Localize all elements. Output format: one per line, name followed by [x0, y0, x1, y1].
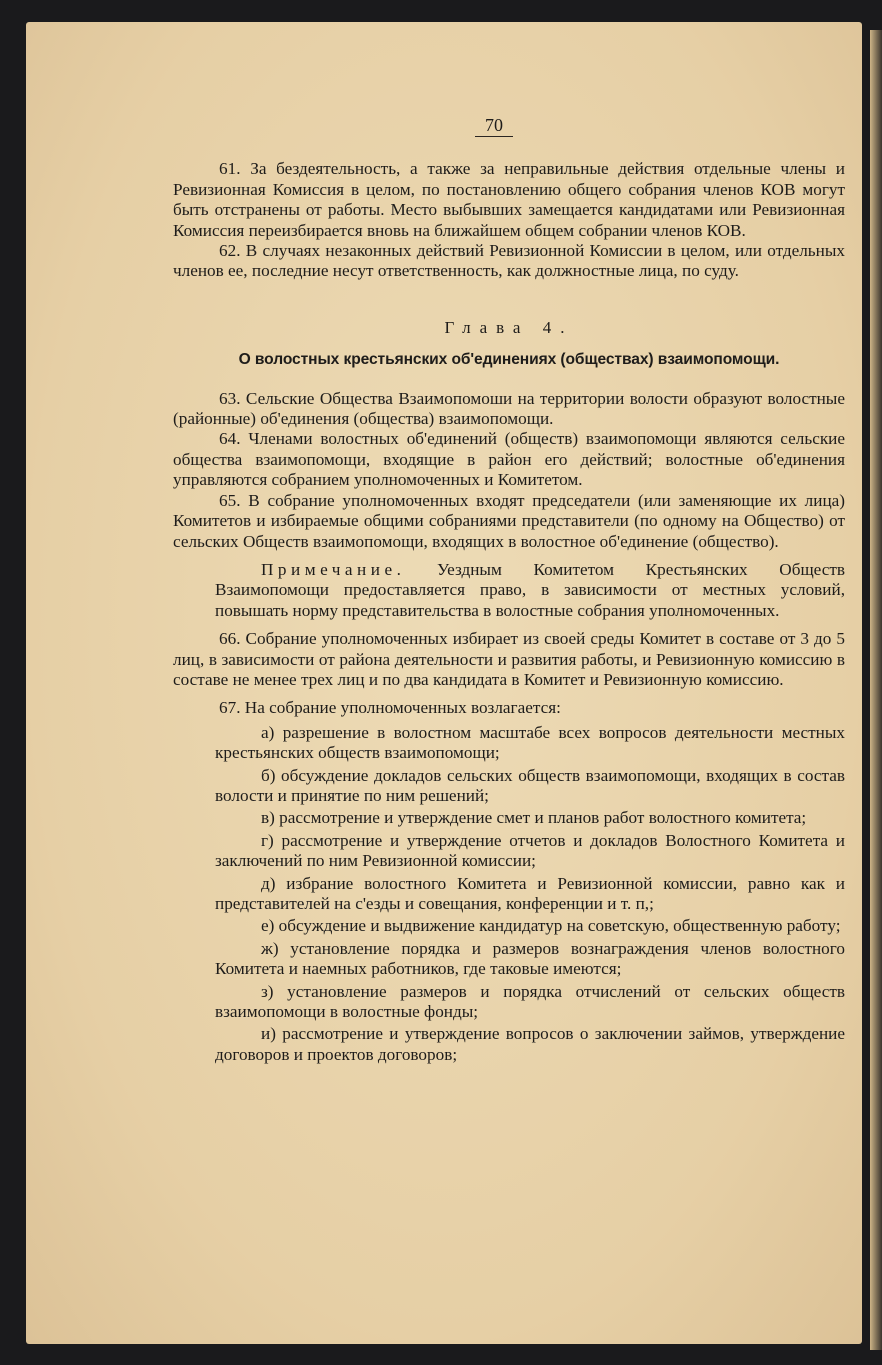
list-item-a: а) разрешение в волостном масштабе всех вопросов деятельности местных крестьянских обществ взаимопомощи; — [215, 722, 845, 763]
note-label: Примечание. — [261, 559, 406, 579]
chapter-label: Глава 4. — [444, 317, 574, 337]
note-text: Уездным Комитетом Крестьянских Обществ Взаимопомощи предоставляется право, в зависимости от местных условий, повышать норму представительства в волостные собрания уполномоченных. — [215, 559, 845, 620]
paragraph-61: 61. За бездеятельность, а также за неправильные действия отдельные члены и Ревизионная Комиссия в целом, по постановлению общего собрания членов КОВ могут быть отстранены от работы. Место выбывших замещается кандидатами или Ревизионная Комиссия переизбирается вновь на ближайшем общем собрании членов КОВ. — [173, 159, 845, 240]
note — [215, 560, 845, 621]
list-item-b: б) обсуждение докладов сельских обществ взаимопомощи, входящих в состав волости и принятие по ним решений; — [215, 765, 845, 805]
paragraph-63: 63. Сельские Общества Взаимопомоши на территории волости образуют волостные (районные) об'единения (общества) взаимопомощи. — [173, 388, 845, 429]
paragraph-67: 67. На собрание уполномоченных возлагается: — [219, 698, 561, 718]
page-edge — [870, 30, 882, 1350]
paragraph-66: 66. Собрание уполномоченных избирает из своей среды Комитет в составе от 3 до 5 лиц, в зависимости от района деятельности и развития работы, и Ревизионную комиссию в составе не менее трех лиц и по два кандидата в Комитет и Ревизионную комиссию. — [173, 629, 845, 689]
page-text — [173, 115, 845, 1067]
list-item-e: е) обсуждение и выдвижение кандидатур на советскую, общественную работу; — [261, 916, 841, 936]
paragraph-62: 62. В случаях незаконных действий Ревизионной Комиссии в целом, или отдельных членов ее, последние несут ответственность, как должностные лица, по суду. — [173, 241, 845, 281]
page-number: 70 — [158, 115, 830, 137]
paragraph-64: 64. Членами волостных об'единений (обществ) взаимопомощи являются сельские общества взаимопомощи, входящие в район его действий; волостные об'единения управляются собранием уполномоченных и Комитетом. — [173, 429, 845, 490]
chapter-title: О волостных крестьянских об'единениях (обществах) взаимопомощи. — [238, 351, 780, 369]
list-item-i: и) рассмотрение и утверждение вопросов о заключении займов, утверждение договоров и проектов договоров; — [215, 1024, 845, 1064]
list-item-v: в) рассмотрение и утверждение смет и планов работ волостного комитета; — [261, 808, 807, 828]
list-item-d: д) избрание волостного Комитета и Ревизионной комиссии, равно как и представителей на с'езды и совещания, конференции и т. п,; — [215, 873, 845, 913]
list-item-zh: ж) установление порядка и размеров вознаграждения членов волостного Комитета и наемных работников, где таковые имеются; — [215, 938, 845, 979]
list-item-g: г) рассмотрение и утверждение отчетов и докладов Волостного Комитета и заключений по ним Ревизионной комиссии; — [215, 830, 845, 871]
paragraph-65: 65. В собрание уполномоченных входят председатели (или заменяющие их лица) Комитетов и избираемые общими собраниями представители (по одному на Общество) от сельских Обществ взаимопомощи, входящих в волостное об'единение (общество). — [173, 490, 845, 551]
list-item-z: з) установление размеров и порядка отчислений от сельских обществ взаимопомощи в волостные фонды; — [215, 981, 845, 1022]
